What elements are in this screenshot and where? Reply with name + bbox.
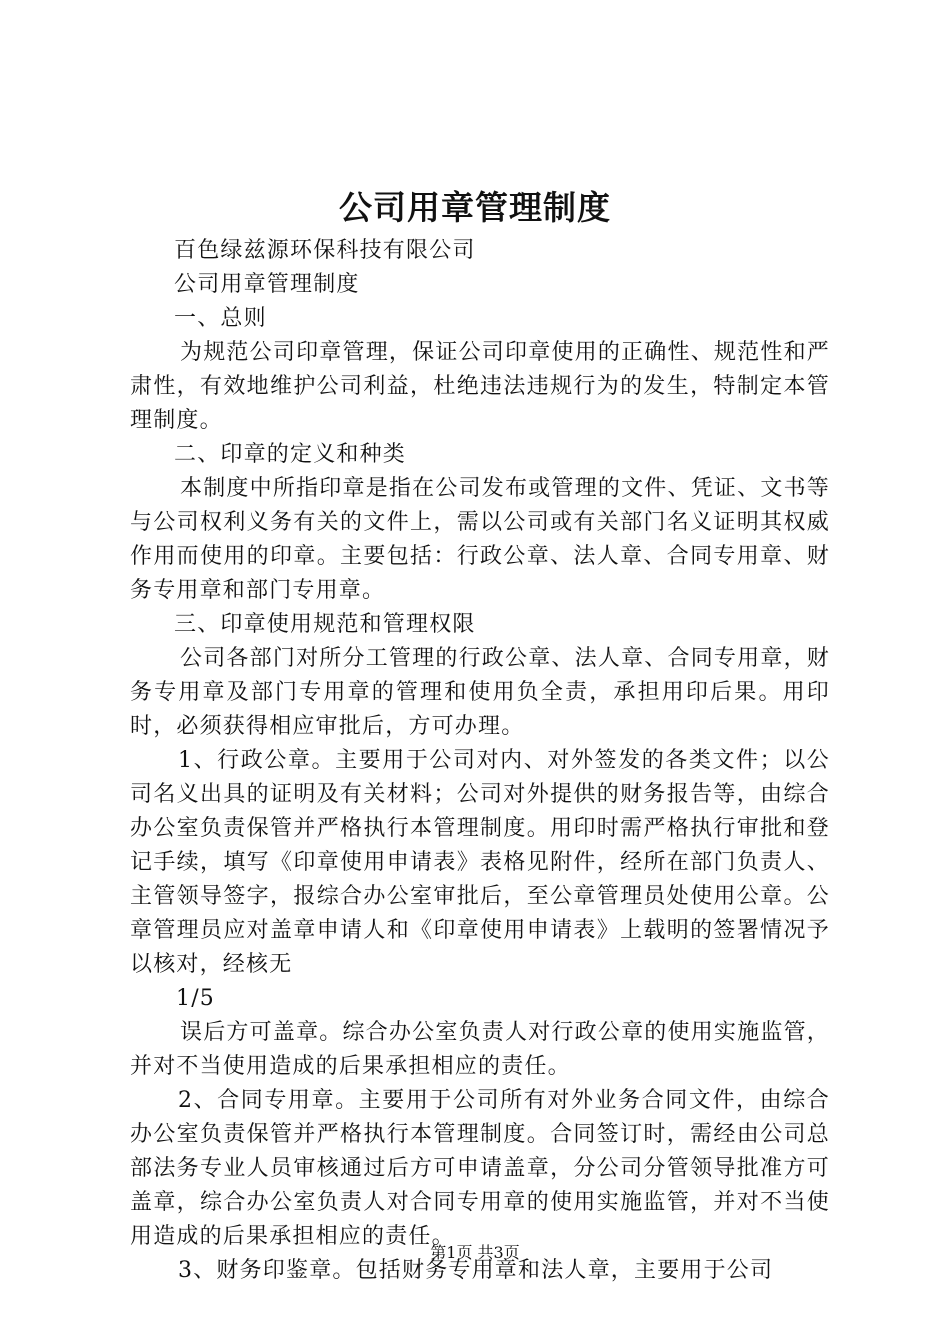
company-name: 百色绿兹源环保科技有限公司	[174, 238, 476, 263]
paragraph-item-3: 3、财务印鉴章。包括财务专用章和法人章，主要用于公司	[178, 1258, 774, 1283]
paragraph-usage: 公司各部门对所分工管理的行政公章、法人章、合同专用章，财务专用章及部门专用章的管理和使用负全责，承担用印后果。用印时，必须获得相应审批后，方可办理。	[130, 646, 830, 739]
paragraph-general: 为规范公司印章管理，保证公司印章使用的正确性、规范性和严肃性，有效地维护公司利益，杜绝违法违规行为的发生，特制定本管理制度。	[130, 340, 830, 433]
page-marker: 1/5	[176, 986, 216, 1011]
document-body	[130, 234, 830, 1288]
section-heading-general: 一、总则	[174, 306, 267, 331]
page-footer: 第1页 共3页	[430, 1243, 520, 1262]
paragraph-definition: 本制度中所指印章是指在公司发布或管理的文件、凭证、文书等与公司权利义务有关的文件上，需以公司或有关部门名义证明其权威作用而使用的印章。主要包括：行政公章、法人章、合同专用章、财务专用章和部门专用章。	[130, 476, 830, 603]
section-heading-usage: 三、印章使用规范和管理权限	[174, 612, 476, 637]
document-subtitle: 公司用章管理制度	[174, 272, 360, 297]
paragraph-item-1-continued: 误后方可盖章。综合办公室负责人对行政公章的使用实施监管，并对不当使用造成的后果承担相应的责任。	[130, 1020, 830, 1079]
section-heading-definition: 二、印章的定义和种类	[174, 442, 407, 467]
document-title: 公司用章管理制度	[339, 188, 611, 227]
paragraph-item-2: 2、合同专用章。主要用于公司所有对外业务合同文件，由综合办公室负责保管并严格执行本管理制度。合同签订时，需经由公司总部法务专业人员审核通过后方可申请盖章，分公司分管领导批准方可盖章，综合办公室负责人对合同专用章的使用实施监管，并对不当使用造成的后果承担相应的责任。	[130, 1088, 830, 1249]
paragraph-item-1: 1、行政公章。主要用于公司对内、对外签发的各类文件；以公司名义出具的证明及有关材料；公司对外提供的财务报告等，由综合办公室负责保管并严格执行本管理制度。用印时需严格执行审批和登记手续，填写《印章使用申请表》表格见附件，经所在部门负责人、主管领导签字，报综合办公室审批后，至公章管理员处使用公章。公章管理员应对盖章申请人和《印章使用申请表》上载明的签署情况予以核对，经核无	[130, 748, 830, 977]
